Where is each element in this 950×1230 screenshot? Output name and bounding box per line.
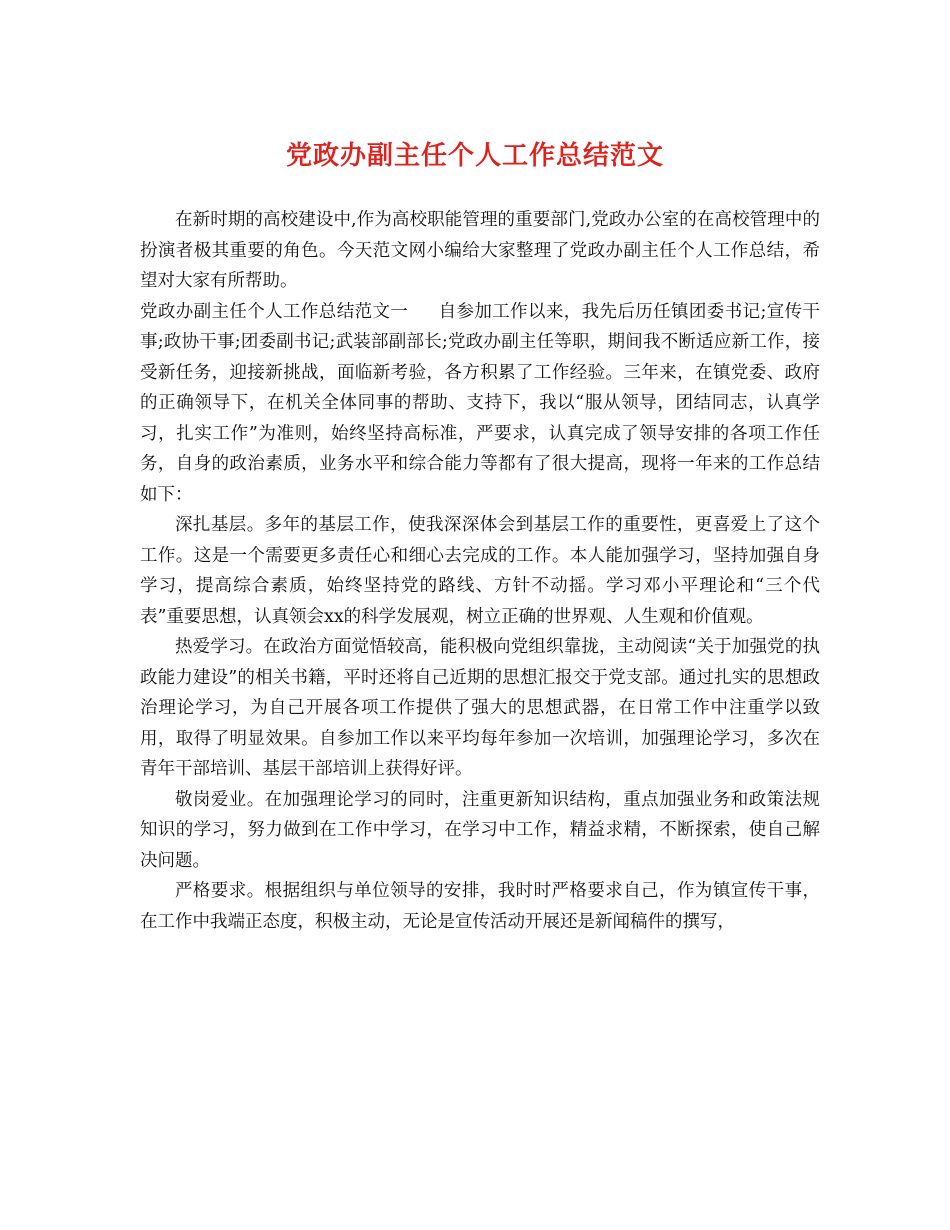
section-intro: 自参加工作以来，我先后历任镇团委书记;宣传干事;政协干事;团委副书记;武装部副部长;党政办副主任等职，期间我不断适应新工作，接受新任务，迎接新挑战，面临新考验，各方积累了工作经验。三年来，在镇党委、政府的正确领导下，在机关全体同事的帮助、支持下，我以“服从领导，团结同志，认真学习，扎实工作”为准则，始终坚持高标准，严要求，认真完成了领导安排的各项工作任务，自身的政治素质，业务水平和综合能力等都有了很大提高，现将一年来的工作总结如下： xyxy=(140,301,820,505)
section-paragraph xyxy=(140,297,820,511)
body-paragraph-discipline: 严格要求。根据组织与单位领导的安排，我时时严格要求自己，作为镇宣传干事，在工作中我端正态度，积极主动，无论是宣传活动开展还是新闻稿件的撰写， xyxy=(140,881,820,932)
body-paragraph-grassroots: 深扎基层。多年的基层工作，使我深深体会到基层工作的重要性，更喜爱上了这个工作。这是一个需要更多责任心和细心去完成的工作。本人能加强学习，坚持加强自身学习，提高综合素质，始终坚持党的路线、方针不动摇。学习邓小平理论和“三个代表”重要思想，认真领会xx的科学发展观，树立正确的世界观、人生观和价值观。 xyxy=(140,515,820,627)
section-heading: 党政办副主任个人工作总结范文一 xyxy=(140,301,409,322)
body-paragraph-dedication: 敬岗爱业。在加强理论学习的同时，注重更新知识结构，重点加强业务和政策法规知识的学习，努力做到在工作中学习，在学习中工作，精益求精，不断探索，使自己解决问题。 xyxy=(140,789,820,871)
document-body xyxy=(140,205,820,937)
body-paragraph-study: 热爱学习。在政治方面觉悟较高，能积极向党组织靠拢，主动阅读“关于加强党的执政能力建设”的相关书籍，平时还将自己近期的思想汇报交于党支部。通过扎实的思想政治理论学习，为自己开展各项工作提供了强大的思想武器，在日常工作中注重学以致用，取得了明显效果。自参加工作以来平均每年参加一次培训，加强理论学习，多次在青年干部培训、基层干部培训上获得好评。 xyxy=(140,637,820,779)
intro-paragraph: 在新时期的高校建设中,作为高校职能管理的重要部门,党政办公室的在高校管理中的扮演者极其重要的角色。今天范文网小编给大家整理了党政办副主任个人工作总结，希望对大家有所帮助。 xyxy=(140,210,820,291)
document-title: 党政办副主任个人工作总结范文 xyxy=(285,141,664,171)
